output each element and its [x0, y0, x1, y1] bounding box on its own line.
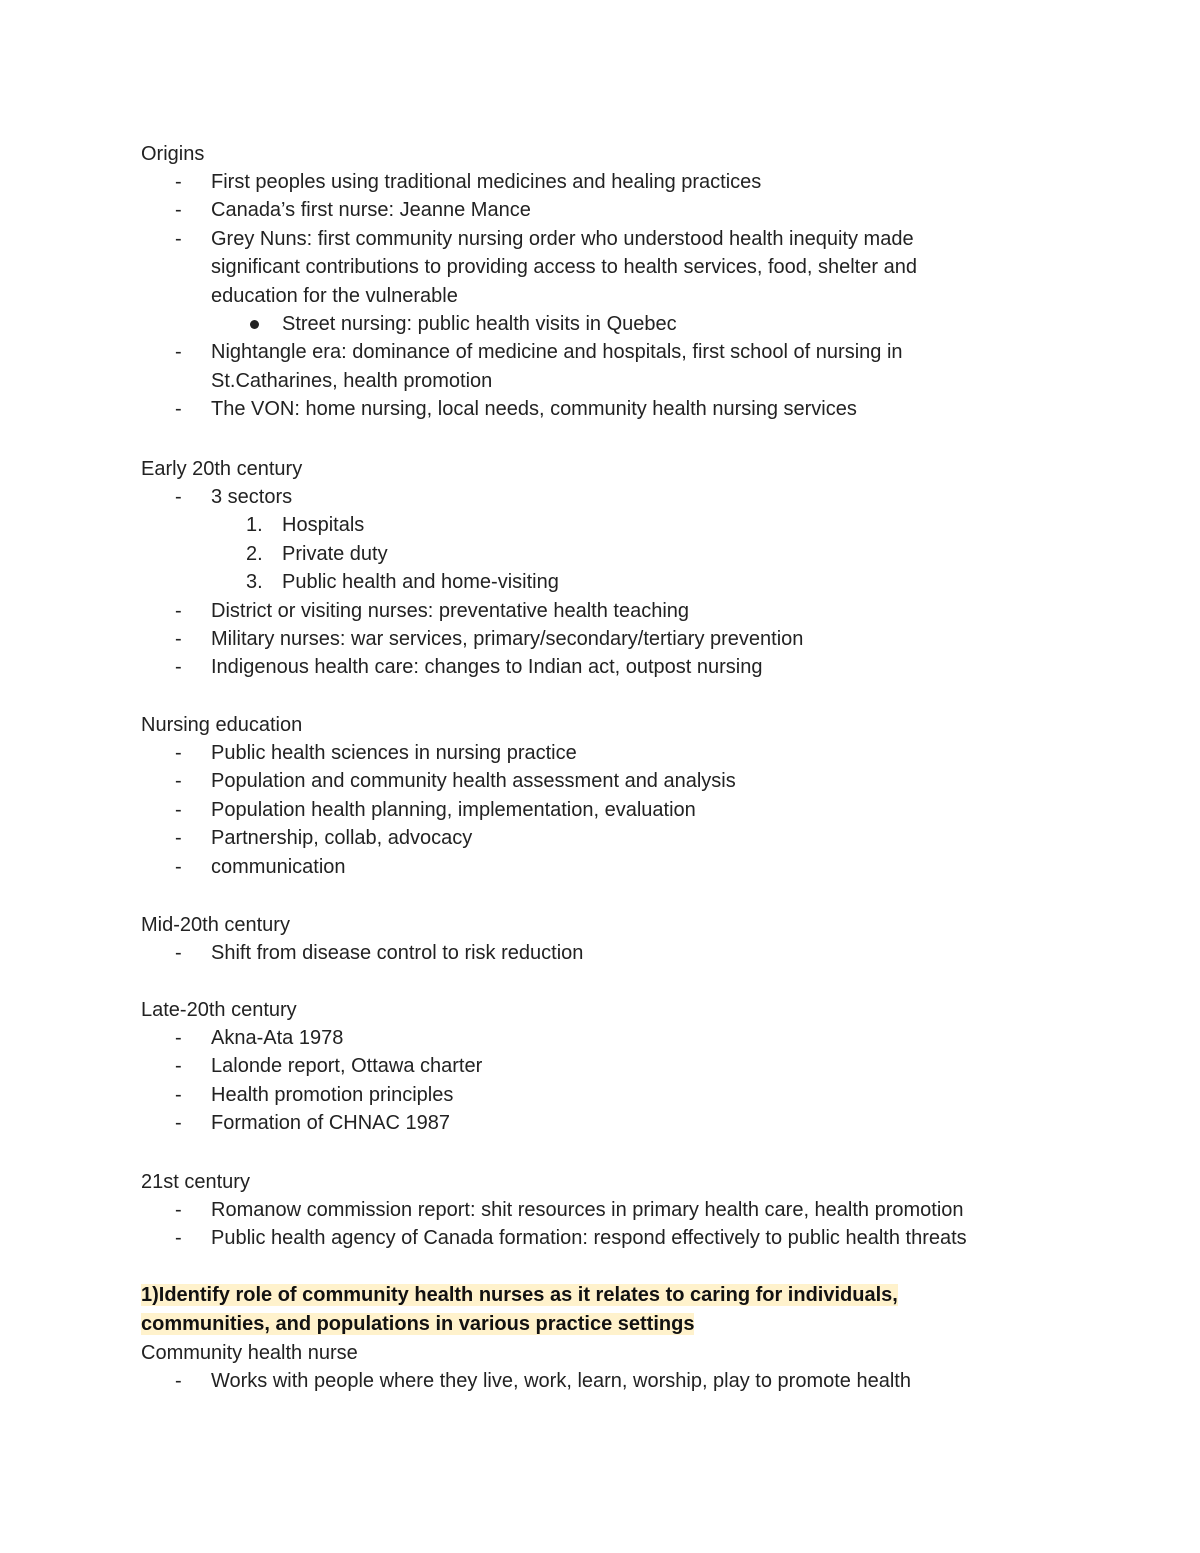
dash-marker: -: [175, 1227, 182, 1250]
highlighted-text: 1)Identify role of community health nurses as it relates to caring for individuals,: [141, 1284, 898, 1306]
list-item: [141, 196, 1061, 224]
section-21st-century: [141, 1168, 1061, 1253]
section-late-20th-century: [141, 996, 1061, 1138]
number-marker: 1.: [246, 514, 263, 537]
dash-marker: -: [175, 398, 182, 421]
list-item: [141, 1024, 1061, 1052]
section-objective: [141, 1281, 1061, 1395]
numbered-item: [141, 540, 1061, 568]
dash-marker: -: [175, 1370, 182, 1392]
list-item-text: Lalonde report, Ottawa charter: [211, 1055, 483, 1078]
number-marker: 2.: [246, 542, 263, 565]
list-item: [141, 796, 1061, 824]
list-item-text: Public health agency of Canada formation: respond effectively to public health threats: [211, 1227, 967, 1250]
list-item: [141, 653, 1061, 681]
list-item: [141, 853, 1061, 881]
list-item: [141, 1109, 1061, 1137]
list-item-text: Shift from disease control to risk reduction: [211, 942, 584, 964]
list-item-text: Formation of CHNAC 1987: [211, 1112, 450, 1135]
list-item: [141, 483, 1061, 511]
list-item-text: Hospitals: [282, 514, 365, 537]
section-early-20th-century: [141, 455, 1061, 682]
list-item-text: The VON: home nursing, local needs, community health nursing services: [211, 398, 857, 421]
list-item-text: Private duty: [282, 542, 388, 565]
list-item: [141, 939, 1061, 967]
dash-marker: -: [175, 656, 182, 679]
list-item: [141, 739, 1061, 767]
list-item-text: Nightangle era: dominance of medicine and hospitals, first school of nursing in St.Catharines, health promotion: [211, 341, 903, 392]
section-heading: Late-20th century: [141, 999, 297, 1021]
number-marker: 3.: [246, 571, 263, 594]
list-item-text: Population health planning, implementation, evaluation: [211, 798, 696, 821]
numbered-item: [141, 511, 1061, 539]
dash-marker: -: [175, 199, 182, 222]
dash-marker: -: [175, 770, 182, 793]
section-nursing-education: [141, 711, 1061, 881]
list-item-text: communication: [211, 855, 346, 878]
dash-marker: -: [175, 1027, 182, 1049]
dash-marker: -: [175, 171, 182, 193]
list-item-text: Akna-Ata 1978: [211, 1027, 344, 1049]
list-item-text: Public health sciences in nursing practice: [211, 742, 577, 764]
dash-marker: -: [175, 1055, 182, 1078]
list-item-text: 3 sectors: [211, 486, 293, 508]
highlighted-text: communities, and populations in various practice settings: [141, 1313, 695, 1335]
section-mid-20th-century: [141, 911, 1061, 967]
list-item: [141, 824, 1061, 852]
list-item: [141, 1224, 1061, 1252]
dash-marker: -: [175, 1199, 182, 1221]
dash-marker: -: [175, 486, 182, 508]
list-item-text: District or visiting nurses: preventative health teaching: [211, 599, 690, 622]
dash-marker: -: [175, 827, 182, 850]
list-item-text: Military nurses: war services, primary/secondary/tertiary prevention: [211, 628, 804, 651]
dash-marker: -: [175, 742, 182, 764]
list-item: [141, 1367, 1061, 1395]
list-item: [141, 625, 1061, 653]
list-item: [141, 1052, 1061, 1080]
section-heading: Community health nurse: [141, 1342, 358, 1364]
list-item-text: Grey Nuns: first community nursing order who understood health inequity made significant contributions to providing access to health services, food, shelter and education for the vulnerable: [211, 227, 917, 307]
list-item-text: Public health and home-visiting: [282, 571, 559, 594]
dash-marker: -: [175, 227, 182, 250]
dash-marker: -: [175, 1083, 182, 1106]
list-item: [141, 767, 1061, 795]
section-heading: 21st century: [141, 1171, 250, 1193]
list-item: [141, 1196, 1061, 1224]
list-item: [141, 597, 1061, 625]
section-heading: Mid-20th century: [141, 914, 290, 936]
list-item-text: Works with people where they live, work, learn, worship, play to promote health: [211, 1370, 911, 1392]
list-item-text: Partnership, collab, advocacy: [211, 827, 473, 850]
dash-marker: -: [175, 599, 182, 622]
list-item: [141, 338, 971, 395]
objective-heading: [141, 1310, 1061, 1339]
list-item-text: First peoples using traditional medicines and healing practices: [211, 171, 762, 193]
list-item-text: Indigenous health care: changes to Indian act, outpost nursing: [211, 656, 763, 679]
dash-marker: -: [175, 1112, 182, 1135]
numbered-item: [141, 568, 1061, 596]
list-item: [141, 1081, 1061, 1109]
dash-marker: -: [175, 855, 182, 878]
list-item: [141, 168, 1061, 196]
sub-list-item: [141, 310, 1061, 338]
list-item-text: Canada’s first nurse: Jeanne Mance: [211, 199, 531, 222]
section-heading: Nursing education: [141, 714, 303, 736]
list-item-text: Population and community health assessment and analysis: [211, 770, 736, 793]
dash-marker: -: [175, 798, 182, 821]
list-item-text: Street nursing: public health visits in Quebec: [282, 313, 677, 336]
section-origins: [141, 140, 1061, 424]
dash-marker: -: [175, 341, 182, 364]
objective-heading: [141, 1281, 1061, 1310]
bullet-dot-icon: [250, 320, 259, 329]
list-item: [141, 395, 1061, 423]
dash-marker: -: [175, 628, 182, 651]
dash-marker: -: [175, 942, 182, 964]
list-item: [141, 225, 981, 310]
section-heading: Early 20th century: [141, 458, 303, 480]
section-heading: Origins: [141, 143, 205, 165]
list-item-text: Health promotion principles: [211, 1083, 454, 1106]
list-item-text: Romanow commission report: shit resources in primary health care, health promotion: [211, 1199, 964, 1221]
